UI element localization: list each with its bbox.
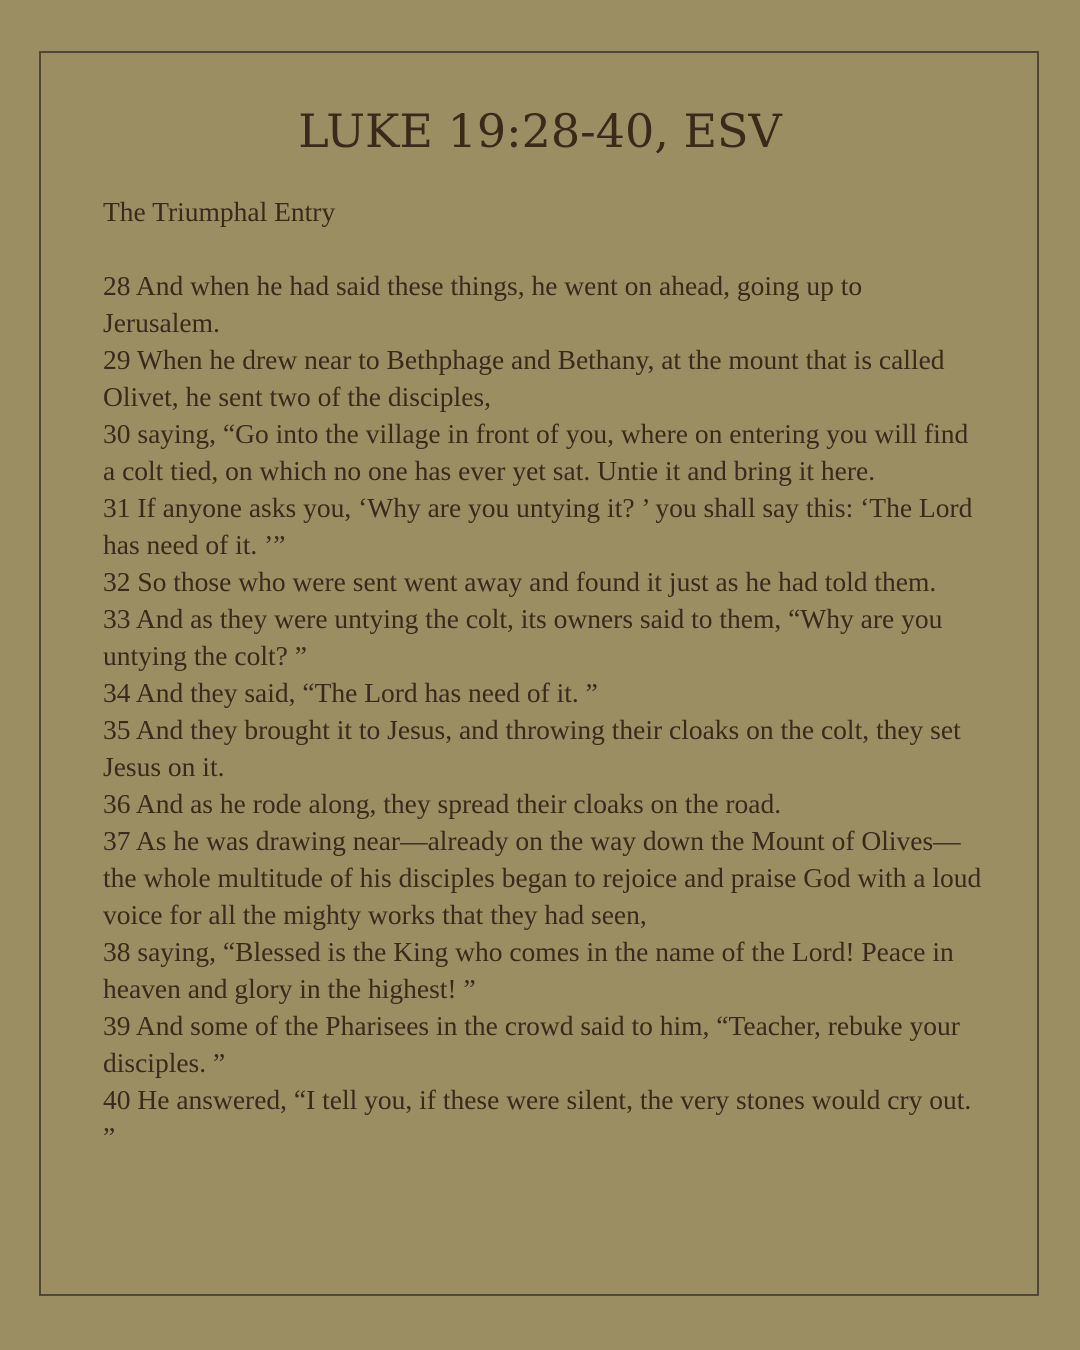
- verse-31: 31 If anyone asks you, ‘Why are you untying it? ’ you shall say this: ‘The Lord has need of it. ’”: [103, 492, 973, 560]
- verse-29: 29 When he drew near to Bethphage and Bethany, at the mount that is called Olivet, he sent two of the disciples,: [103, 344, 945, 412]
- passage-body: [103, 193, 983, 1155]
- verse-28: 28 And when he had said these things, he went on ahead, going up to Jerusalem.: [103, 270, 863, 338]
- page-title: LUKE 19:28-40, ESV: [298, 104, 782, 158]
- section-heading: The Triumphal Entry: [103, 196, 336, 227]
- verse-37: 37 As he was drawing near—already on the way down the Mount of Olives— the whole multitude of his disciples began to rejoice and praise God with a loud voice for all the mighty works that they had seen,: [103, 825, 982, 930]
- verse-39: 39 And some of the Pharisees in the crowd said to him, “Teacher, rebuke your disciples. ”: [103, 1010, 960, 1078]
- blank-line: [103, 230, 983, 267]
- verse-34: 34 And they said, “The Lord has need of it. ”: [103, 677, 598, 708]
- verse-36: 36 And as he rode along, they spread their cloaks on the road.: [103, 788, 782, 819]
- verse-38: 38 saying, “Blessed is the King who comes in the name of the Lord! Peace in heaven and glory in the highest! ”: [103, 936, 954, 1004]
- verse-32: 32 So those who were sent went away and found it just as he had told them.: [103, 566, 937, 597]
- verse-40: 40 He answered, “I tell you, if these were silent, the very stones would cry out. ”: [103, 1084, 972, 1152]
- verse-30: 30 saying, “Go into the village in front of you, where on entering you will find a colt tied, on which no one has ever yet sat. Untie it and bring it here.: [103, 418, 969, 486]
- verse-35: 35 And they brought it to Jesus, and throwing their cloaks on the colt, they set Jesus on it.: [103, 714, 961, 782]
- verse-33: 33 And as they were untying the colt, its owners said to them, “Why are you untying the colt? ”: [103, 603, 943, 671]
